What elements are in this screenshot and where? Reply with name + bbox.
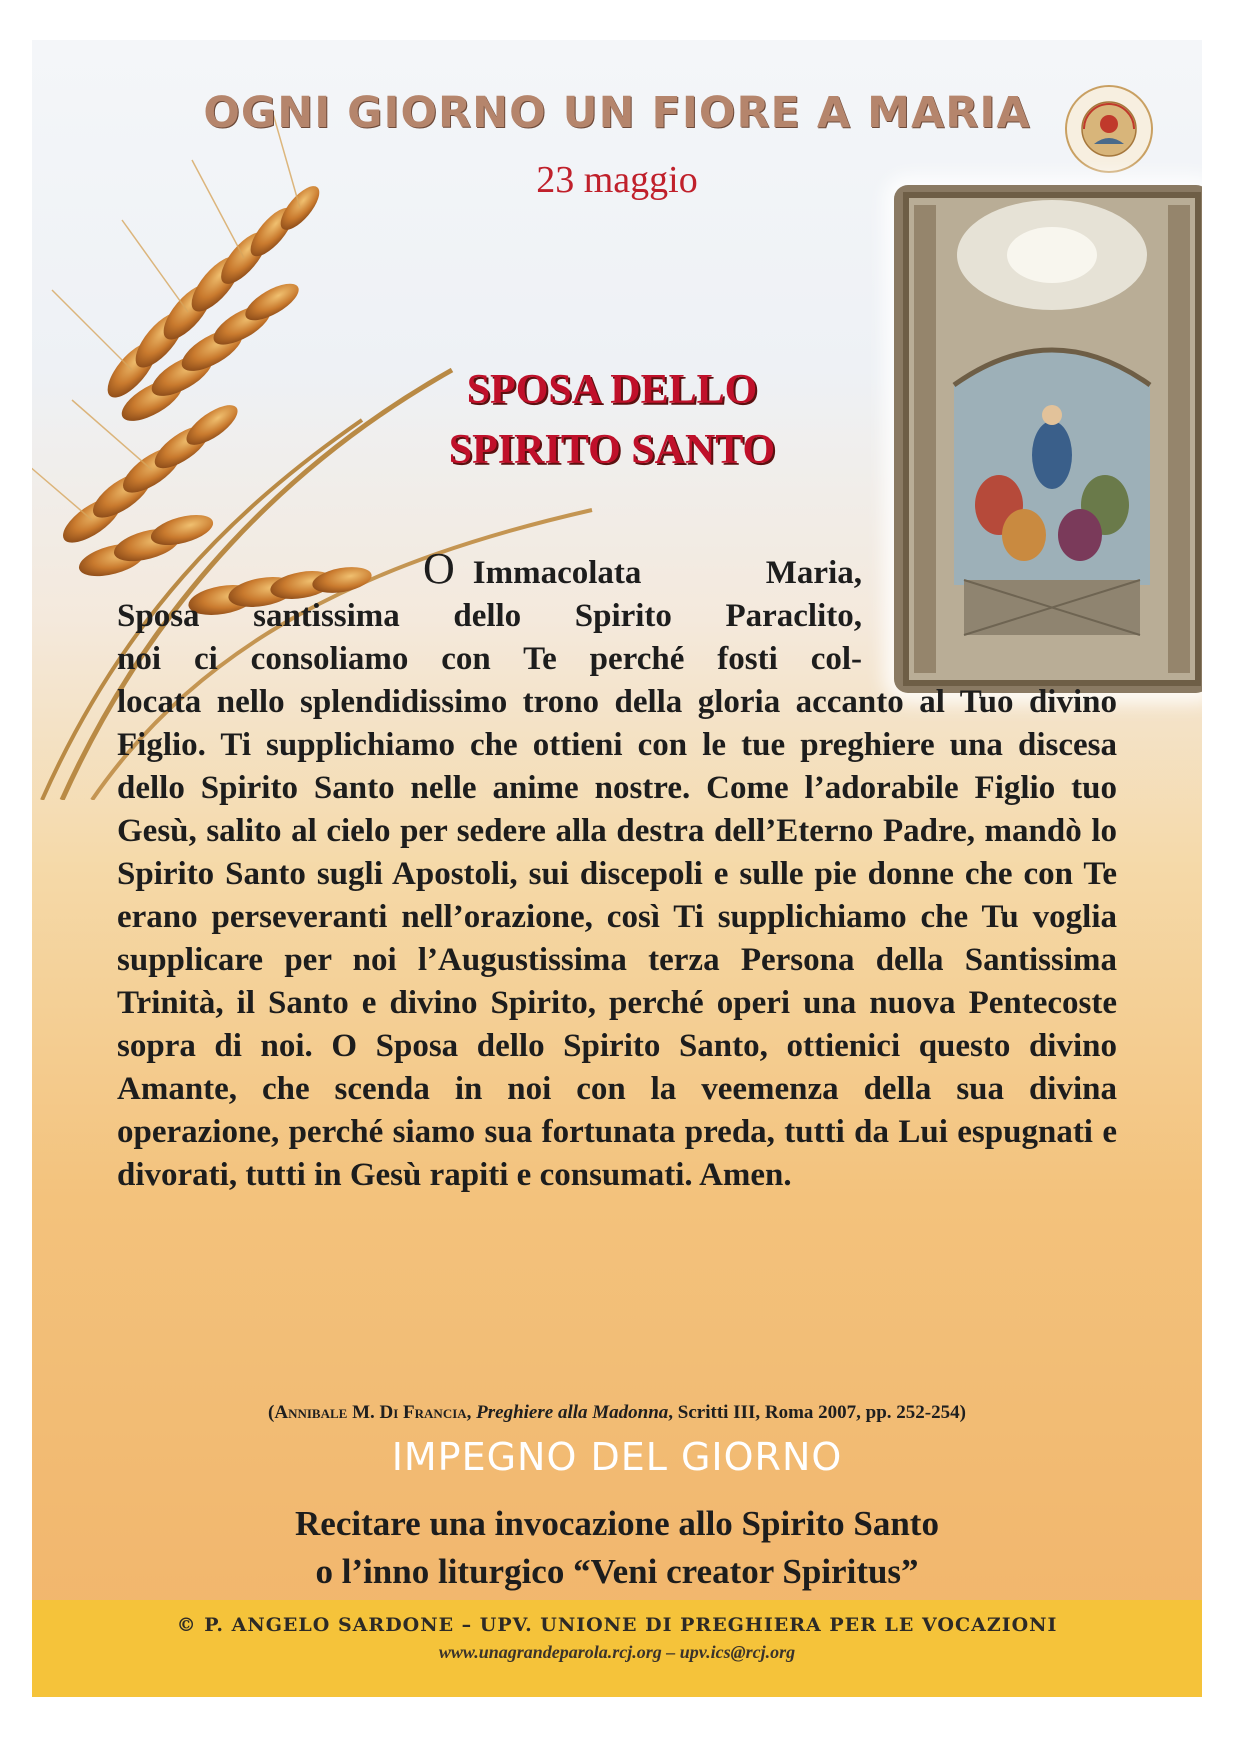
commitment-line-2: o l’inno liturgico “Veni creator Spiritus” xyxy=(315,1552,919,1591)
page-title: OGNI GIORNO UN FIORE A MARIA xyxy=(203,88,1031,138)
prayer-line-3: noi ci consoliamo con Te perché fosti col- xyxy=(117,641,862,677)
footer-contacts: www.unagrandeparola.rcj.org – upv.ics@rcj.org xyxy=(438,1642,796,1662)
prayer-text: locata nello splendidissimo trono della gloria accanto al Tuo divino Figlio. Ti supplichiamo che ottieni con le tue preghiere una discesa dello Spirito Santo nelle anime nostre. Come l’adorabile Figlio tuo Gesù, salito al cielo per sedere alla destra dell’Eterno Padre, mandò lo Spirito Santo sugli Apostoli, sui discepoli e sulle pie donne che con Te erano perseveranti nell’orazione, così Ti supplichiamo che Tu voglia supplicare per noi l’Augustissima terza Persona della Santissima Trinità, il Santo e divino Spirito, perché operi una nuova Pentecoste sopra di noi. O Sposa dello Spirito Santo, ottienici questo divino Amante, che scenda in noi con la veemenza della sua divina operazione, perché siamo sua fortunata preda, tutti da Lui espugnati e divorati, tutti in Gesù rapiti e consumati. Amen. xyxy=(117,684,1117,1193)
heading-line-1: SPOSA DELLO xyxy=(466,367,758,413)
prayer-line-1: Immacolata Maria, xyxy=(472,555,862,591)
footer-band xyxy=(32,1600,1202,1697)
citation-details: , Scritti III, Roma 2007, pp. 252-254) xyxy=(668,1402,966,1423)
citation-work: Preghiere alla Madonna xyxy=(476,1402,669,1423)
prayer-heading xyxy=(372,360,852,480)
citation-author: Annibale M. Di Francia xyxy=(274,1402,467,1423)
citation: (Annibale M. Di Francia, Preghiere alla Madonna, Scritti III, Roma 2007, pp. 252-254) xyxy=(268,1402,966,1423)
commitment-line-1: Recitare una invocazione allo Spirito Santo xyxy=(295,1504,939,1543)
prayer-body xyxy=(117,544,1117,1197)
heading-line-2: SPIRITO SANTO xyxy=(448,427,776,473)
footer-copyright: © P. ANGELO SARDONE – UPV. UNIONE DI PREGHIERA PER LE VOCAZIONI xyxy=(176,1614,1058,1636)
prayer-dropcap: O xyxy=(423,544,455,593)
prayer-line-2: Sposa santissima dello Spirito Paraclito, xyxy=(117,598,862,634)
impegno-title: IMPEGNO DEL GIORNO xyxy=(391,1435,843,1479)
page-sheet xyxy=(32,40,1202,1697)
date-label: 23 maggio xyxy=(536,159,698,201)
daily-commitment xyxy=(32,1500,1202,1596)
